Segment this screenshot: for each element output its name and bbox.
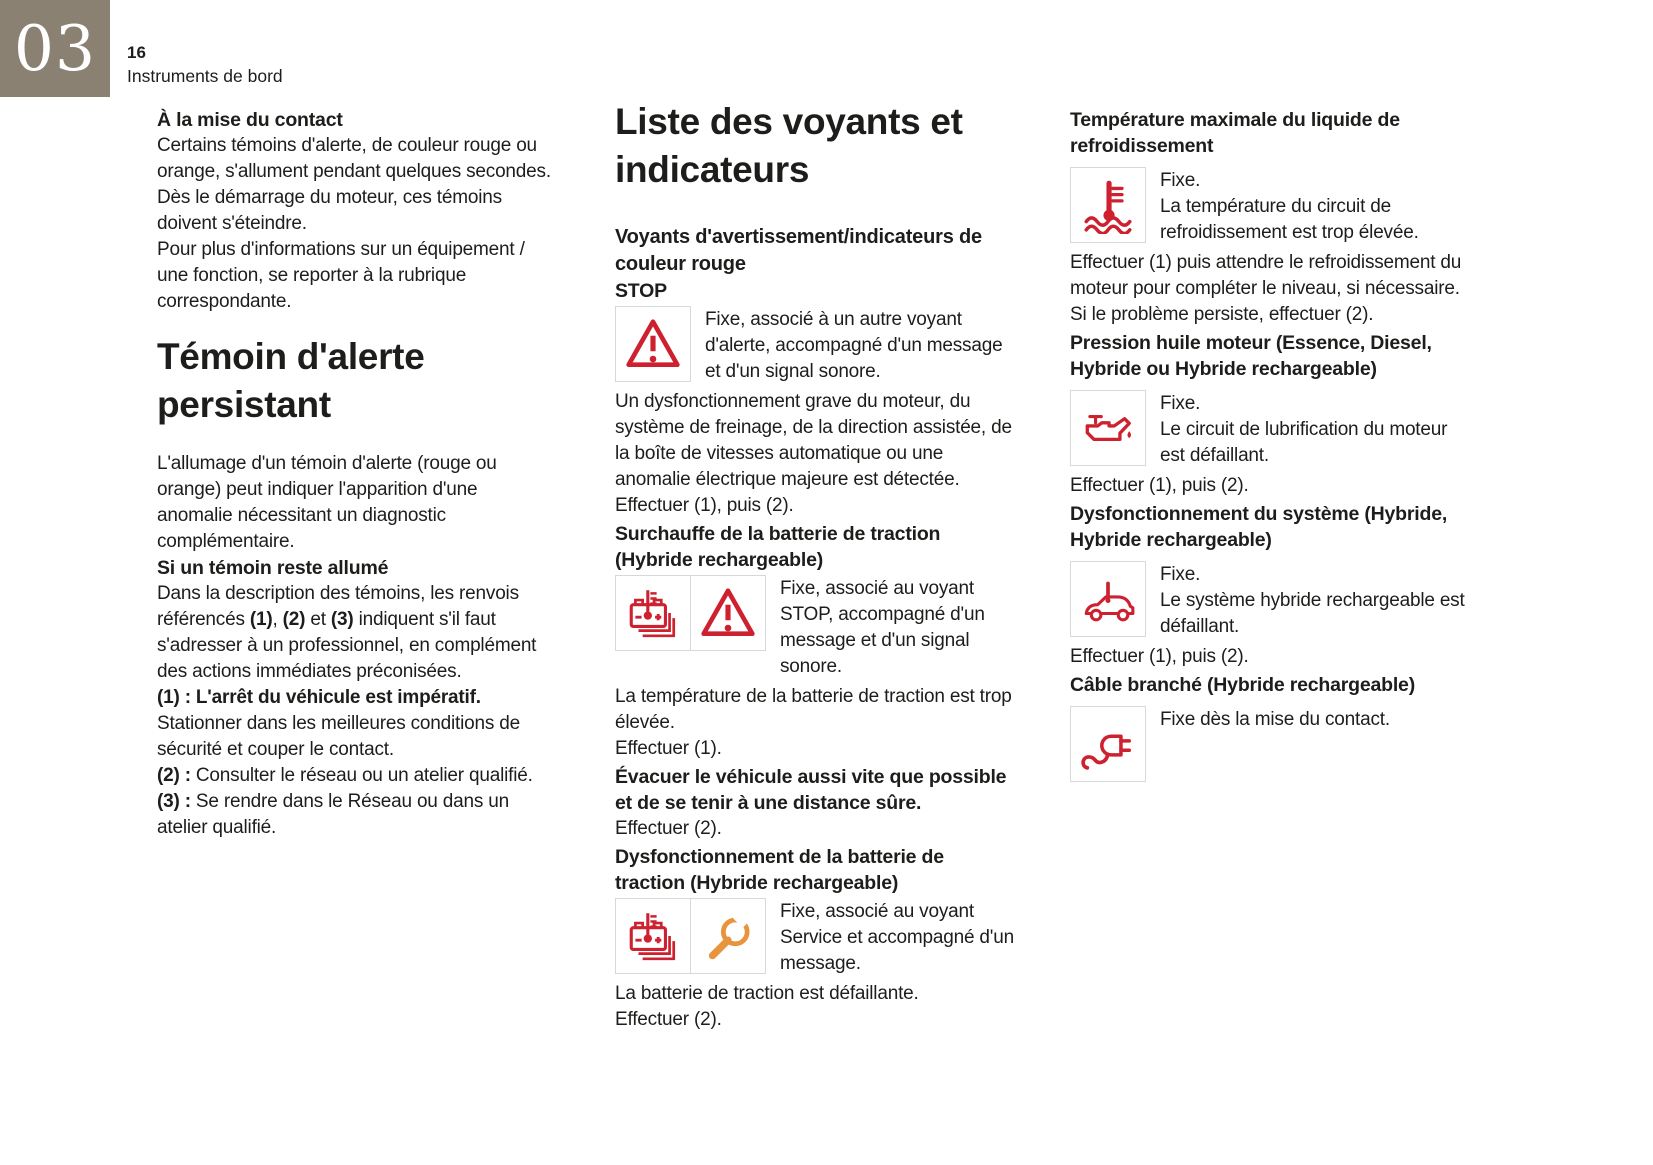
caption-fixe: Fixe dès la mise du contact. [1160, 709, 1390, 730]
page-number: 16 [127, 43, 146, 62]
warning-light-box [690, 898, 766, 974]
paragraph-action: Effectuer (1). [615, 738, 722, 759]
item-title-traction-battery-overheat: Surchauffe de la batterie de traction (Hybride rechargeable) [615, 523, 941, 571]
icon-caption [1160, 167, 1470, 246]
item-title-coolant-temperature: Température maximale du liquide de refroidissement [1070, 109, 1400, 157]
text-segment: indiquent s'il faut s'adresser à un professionnel, en complément des actions immédiates préconisées. [157, 609, 537, 682]
icon-caption [1160, 706, 1470, 733]
warning-light-box [615, 306, 691, 382]
warning-light-box [615, 898, 691, 974]
engine-oil-pressure-icon [1079, 399, 1137, 457]
text-segment: et [305, 609, 331, 630]
icon-caption: Fixe, associé à un autre voyant d'alerte, accompagné d'un message et d'un signal sonore. [705, 309, 1003, 382]
item-title-stop: STOP [615, 280, 667, 302]
text-segment: (1) : L'arrêt du véhicule est impératif. [157, 687, 481, 708]
paragraph-action: Effectuer (2). [615, 818, 722, 839]
text-segment: (3) : [157, 791, 196, 812]
section-heading-warning-lights-list: Liste des voyants et indicateurs [615, 101, 963, 190]
item-title-traction-battery-fault: Dysfonctionnement de la batterie de traction (Hybride rechargeable) [615, 846, 944, 894]
warning-light-box [1070, 167, 1146, 243]
icon-row-hybrid [1070, 561, 1470, 640]
paragraph-ref-1 [157, 685, 557, 763]
icon-caption [1160, 390, 1470, 469]
caption-desc: La température du circuit de refroidissement est trop élevée. [1160, 196, 1419, 243]
caption-desc: Le circuit de lubrification du moteur est défaillant. [1160, 419, 1448, 466]
warning-light-box [1070, 561, 1146, 637]
text-segment: (3) [330, 609, 354, 630]
chapter-number: 03 [13, 12, 97, 85]
text-segment: Stationner dans les meilleures conditions de sécurité et couper le contact. [157, 713, 520, 760]
warning-light-box [1070, 706, 1146, 782]
warning-light-box [1070, 390, 1146, 466]
paragraph-action: Effectuer (1), puis (2). [615, 495, 794, 516]
paragraph-ref-2 [157, 763, 557, 789]
item-title-cable-plugged: Câble branché (Hybride rechargeable) [1070, 674, 1415, 696]
item-title-hybrid-system-fault: Dysfonctionnement du système (Hybride, Hybride rechargeable) [1070, 503, 1448, 551]
text-segment: Dans la description des témoins, les renvois référencés [157, 583, 519, 630]
text-segment: Se rendre dans le Réseau ou dans un atelier qualifié. [157, 791, 509, 838]
paragraph: Certains témoins d'alerte, de couleur rouge ou orange, s'allument pendant quelques secondes. Dès le démarrage du moteur, ces témoins doivent s'éteindre. [157, 135, 551, 234]
icon-row-overheat [615, 575, 1015, 680]
item-title-oil-pressure: Pression huile moteur (Essence, Diesel, Hybride ou Hybride rechargeable) [1070, 332, 1432, 380]
icon-caption [1160, 561, 1470, 640]
paragraph-ref-3 [157, 789, 557, 841]
paragraph: La batterie de traction est défaillante. [615, 983, 919, 1004]
caption-fixe: Fixe. [1160, 170, 1201, 191]
text-segment: (2) [282, 609, 306, 630]
icon-caption: Fixe, associé au voyant Service et accompagné d'un message. [780, 901, 1014, 974]
paragraph: Pour plus d'informations sur un équipement / une fonction, se reporter à la rubrique correspondante. [157, 239, 525, 312]
chapter-title: Instruments de bord [127, 66, 283, 86]
warning-light-box [690, 575, 766, 651]
section-heading-persistent-warning: Témoin d'alerte persistant [157, 336, 425, 425]
paragraph: L'allumage d'un témoin d'alerte (rouge ou orange) peut indiquer l'apparition d'une anomalie nécessitant un diagnostic complémentaire. [157, 453, 497, 552]
caption-fixe: Fixe. [1160, 393, 1201, 414]
traction-battery-icon [624, 907, 682, 965]
traction-battery-icon [624, 584, 682, 642]
icon-row-battery-fault [615, 898, 1015, 977]
subsection-title-red-lights: Voyants d'avertissement/indicateurs de couleur rouge [615, 226, 982, 275]
paragraph-evacuate-warning: Évacuer le véhicule aussi vite que possible et de se tenir à une distance sûre. [615, 766, 1007, 814]
caption-desc: Le système hybride rechargeable est défaillant. [1160, 590, 1465, 637]
coolant-temperature-icon [1079, 176, 1137, 234]
hybrid-system-fault-icon [1079, 570, 1137, 628]
charging-cable-icon [1079, 715, 1137, 773]
warning-light-box [615, 575, 691, 651]
paragraph-action: Effectuer (1) puis attendre le refroidissement du moteur pour compléter le niveau, si nécessaire. Si le problème persiste, effectuer (2). [1070, 252, 1462, 325]
subsection-title-light-stays-on: Si un témoin reste allumé [157, 557, 389, 579]
column-middle [615, 98, 1015, 1033]
page-header [127, 42, 283, 88]
warning-triangle-icon [624, 315, 682, 373]
paragraph-action: Effectuer (2). [615, 1009, 722, 1030]
paragraph-action: Effectuer (1), puis (2). [1070, 475, 1249, 496]
wrench-icon [699, 907, 757, 965]
chapter-tab [0, 0, 110, 97]
icon-row-stop [615, 306, 1015, 385]
text-segment: (1) [249, 609, 273, 630]
paragraph: La température de la batterie de traction est trop élevée. [615, 686, 1012, 733]
caption-fixe: Fixe. [1160, 564, 1201, 585]
icon-row-cable [1070, 706, 1470, 782]
text-segment: (2) : [157, 765, 196, 786]
section-title-ignition: À la mise du contact [157, 109, 343, 131]
paragraph: Un dysfonctionnement grave du moteur, du système de freinage, de la direction assistée, de la boîte de vitesses automatique ou une anomalie électrique majeure est détectée. [615, 391, 1012, 490]
text-segment: Consulter le réseau ou un atelier qualifié. [195, 765, 533, 786]
paragraph-action: Effectuer (1), puis (2). [1070, 646, 1249, 667]
paragraph [157, 581, 557, 685]
column-left [157, 107, 557, 841]
icon-caption: Fixe, associé au voyant STOP, accompagné d'un message et d'un signal sonore. [780, 578, 985, 677]
icon-row-oil [1070, 390, 1470, 469]
text-segment: , [272, 609, 283, 630]
warning-triangle-icon [699, 584, 757, 642]
icon-row-coolant [1070, 167, 1470, 246]
column-right [1070, 107, 1470, 786]
